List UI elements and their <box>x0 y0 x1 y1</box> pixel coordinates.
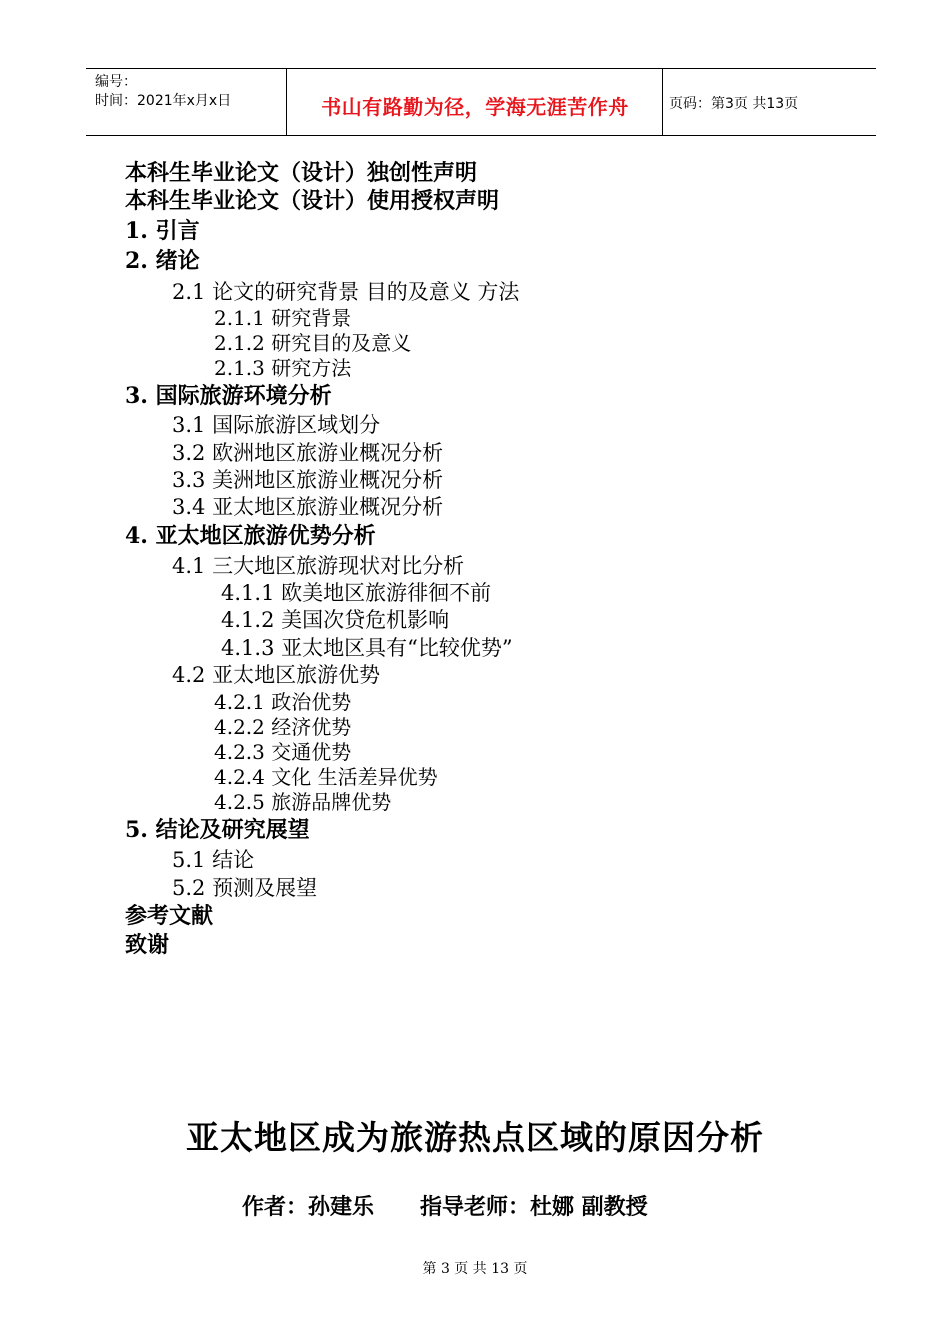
toc-item: 2.1.1 研究背景 <box>214 306 352 330</box>
toc-item: 4.2.3 交通优势 <box>214 740 352 764</box>
toc-item: 5.1 结论 <box>172 848 255 872</box>
header-page-info: 页码：第3页 共13页 <box>669 96 799 112</box>
toc-item: 本科生毕业论文（设计）独创性声明 <box>125 160 478 186</box>
document-title: 亚太地区成为旅游热点区域的原因分析 <box>186 1118 764 1157</box>
toc-item: 4.2.2 经济优势 <box>214 715 352 739</box>
toc-item: 4. 亚太地区旅游优势分析 <box>125 523 376 549</box>
toc-item: 5. 结论及研究展望 <box>125 817 310 843</box>
toc-item: 1. 引言 <box>125 218 200 244</box>
toc-item: 3. 国际旅游环境分析 <box>125 383 332 409</box>
toc-item: 参考文献 <box>125 903 214 929</box>
toc-item: 致谢 <box>125 932 170 958</box>
header-divider <box>286 69 287 135</box>
toc-item: 4.1 三大地区旅游现状对比分析 <box>172 554 465 578</box>
header-motto: 书山有路勤为径，学海无涯苦作舟 <box>321 95 629 119</box>
toc-item: 4.1.2 美国次贷危机影响 <box>221 608 450 632</box>
toc-item: 2.1.3 研究方法 <box>214 356 352 380</box>
serial-label: 编号： <box>95 74 137 90</box>
toc-item: 3.2 欧洲地区旅游业概况分析 <box>172 441 444 465</box>
toc-item: 2. 绪论 <box>125 248 200 274</box>
toc-item: 2.1.2 研究目的及意义 <box>214 331 412 355</box>
time-label: 时间：2021年x月x日 <box>95 93 232 109</box>
toc-item: 4.2.4 文化 生活差异优势 <box>214 765 438 789</box>
page-footer: 第 3 页 共 13 页 <box>422 1261 528 1277</box>
toc-item: 3.1 国际旅游区域划分 <box>172 413 381 437</box>
toc-item: 4.1.3 亚太地区具有“比较优势” <box>221 636 513 660</box>
toc-item: 3.3 美洲地区旅游业概况分析 <box>172 468 444 492</box>
toc-item: 2.1 论文的研究背景 目的及意义 方法 <box>172 280 520 304</box>
toc-item: 3.4 亚太地区旅游业概况分析 <box>172 495 444 519</box>
author-line: 作者：孙建乐 指导老师：杜娜 副教授 <box>242 1194 648 1220</box>
toc-item: 4.2.5 旅游品牌优势 <box>214 790 392 814</box>
page-header <box>86 68 876 136</box>
toc-item: 5.2 预测及展望 <box>172 876 318 900</box>
header-meta <box>95 73 231 111</box>
toc-item: 4.2 亚太地区旅游优势 <box>172 663 381 687</box>
toc-item: 本科生毕业论文（设计）使用授权声明 <box>125 188 500 214</box>
header-divider <box>662 69 663 135</box>
toc-item: 4.1.1 欧美地区旅游徘徊不前 <box>221 581 492 605</box>
toc-item: 4.2.1 政治优势 <box>214 690 352 714</box>
